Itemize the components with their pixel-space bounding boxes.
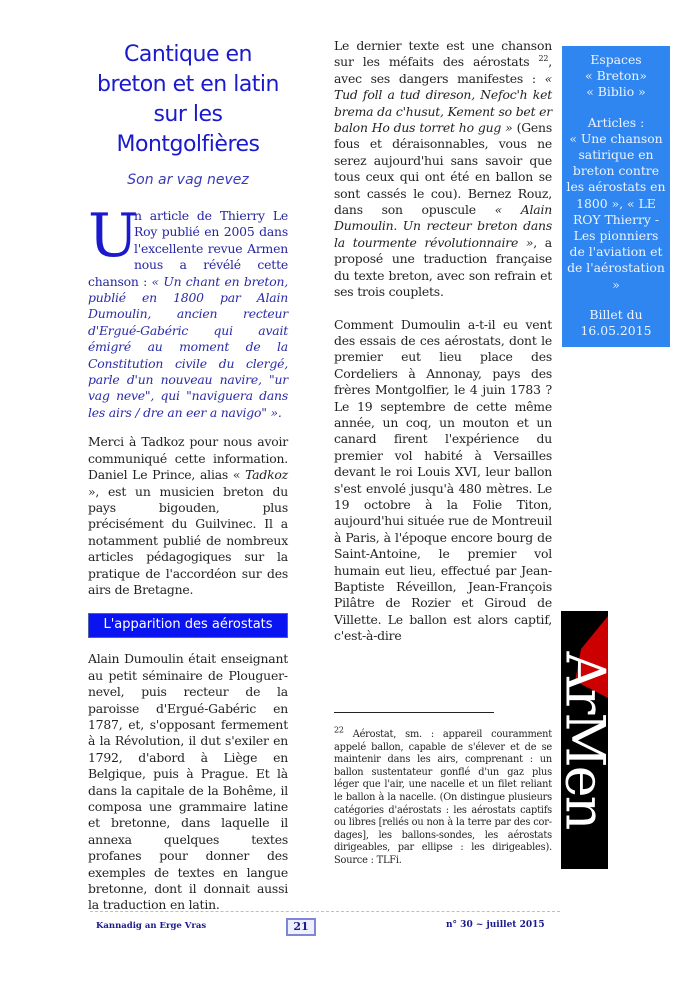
sidebar-espaces-breton[interactable]: « Breton» <box>585 68 647 84</box>
chanson-text-4: , a proposé une traduction française du texte breton, avec son refrain et ses trois couplets. <box>334 234 552 300</box>
intro-lead: n article de Thierry Le Roy publié en 2005 dans l'excellente revue Armen nous a révélé cette chanson : <box>88 208 288 289</box>
article-title: Cantique en breton et en latin sur les Montgolfières <box>97 42 279 157</box>
drop-cap: U <box>88 201 139 271</box>
sidebar-billet-label: Billet du <box>589 306 643 322</box>
chanson-text-3: (Gens fous et déraisonnables, vous ne serez aujourd'hui sans savoir que tous ceux qui ont été en ballon se sont cassés le cou). Bernez Rouz, dans son opuscule <box>334 120 552 218</box>
footnote-number: 22 <box>334 725 344 735</box>
footnote-text: Aérostat, sm. : appareil couramment appelé ballon, capable de s'élever et de se maintenir dans les airs, comprenant : un ballon sustentateur gonflé d'un gaz plus léger que l'air, une nacelle et un filet reliant le ballon à la nacelle. (On distingue plusieurs catégories d'aérostats : les aérostats captifs ou libres [reliés ou non à la terre par des cordages], les ballons-sondes, les aérostats dirigeables, par ellipse : les dirigeables). Source : TLFi. <box>334 729 552 866</box>
footer-publication: Kannadig an Erge Vras <box>96 921 207 931</box>
footer-issue: n° 30 ~ juillet 2015 <box>446 920 545 930</box>
work-title: « Alain Dumoulin. Un recteur breton dans la tourmente révolutionnaire » <box>334 202 552 250</box>
chanson-text-2: , avec ses dangers manifestes : <box>334 54 552 86</box>
footnote-ref[interactable]: 22 <box>538 54 549 64</box>
middle-column <box>334 38 552 645</box>
thanks-text-1: Merci à Tadkoz pour nous avoir communiqué cette information. Daniel Le Prince, alias « <box>88 434 288 483</box>
sidebar-billet-date: 16.05.2015 <box>580 323 652 339</box>
logo-text: ArMen <box>553 651 616 829</box>
left-column <box>88 38 288 914</box>
sidebar-articles-text[interactable]: « Une chanson satirique en breton contre les aérostats en 1800 », « LE ROY Thierry - Les pionniers de l'aviation et de l'aérostation » <box>566 130 666 292</box>
dumoulin-paragraph: Alain Dumoulin était enseignant au petit séminaire de Plouguernevel, puis recteur de la paroisse d'Ergué-Gabéric en 1787, et, s'opposant fermement à la Révolution, il dut s'exiler en 1792, d'abord à Liège en Belgique, puis à Prague. Et là dans la capitale de la Bohême, il composa une grammaire latine et bretonne, dans laquelle il annexa quelques textes profanes pour donner des exemples de textes en langue bretonne, dont il donnait aussi la traduction en latin. <box>88 651 288 913</box>
armen-logo <box>553 611 616 869</box>
section-heading: L'apparition des aérostats <box>88 613 288 638</box>
sidebar-articles-label: Articles : <box>587 114 645 130</box>
footnote <box>334 725 552 868</box>
intro-paragraph <box>88 201 288 421</box>
article-subtitle: Son ar vag nevez <box>127 172 249 188</box>
thanks-text-2: », est un musicien breton du pays bigouden, plus précisément du Guilvinec. Il a notamment publié de nombreux articles pédagogiques sur la pratique de l'accordéon sur des airs de Bretagne. <box>88 483 288 597</box>
breton-quote: « Tud foll a tud direson, Nefoc'h ket brema da c'husut, Kement so bet er balon Ho dus torret ho gug » <box>334 70 552 136</box>
footnote-block <box>334 712 552 868</box>
sidebar-espaces-biblio[interactable]: « Biblio » <box>586 84 646 100</box>
sidebar-espaces-1: Espaces <box>590 52 642 67</box>
sidebar-box <box>562 46 670 347</box>
chanson-text-1: Le dernier texte est une chanson sur les méfaits des aérostats <box>334 38 552 70</box>
page-number: 21 <box>286 918 316 936</box>
comment-paragraph: Comment Dumoulin a-t-il eu vent des essais de ces aérostats, dont le premier eut lieu place des Cordeliers à Annonay, pays des frères Montgolfier, le 4 juin 1783 ? Le 19 septembre de cette même année, un coq, un mouton et un canard firent l'expérience du premier vol habité à Versailles devant le roi Louis XVI, leur ballon s'est envolé jusqu'à 480 mètres. Le 19 octobre à la Folie Titon, aujourd'hui située rue de Montreuil à Paris, à l'époque encore bourg de Saint-Antoine, le premier vol humain eut lieu, effectué par Jean-Baptiste Réveillon, Jean-François Pilâtre de Rozier et Giroud de Villette. Le ballon est alors captif, c'est-à-dire <box>334 316 552 644</box>
thanks-paragraph <box>88 434 288 598</box>
intro-quote: « Un chant en breton, publié en 1800 par Alain Dumoulin, ancien recteur d'Ergué-Gabéric qui avait émigré au moment de la Constitution civile du clergé, parle d'un nouveau navire, "ur vag neve", qui "naviguera dans les airs / dre an eer a navigo" ». <box>88 273 288 420</box>
chanson-paragraph <box>334 38 552 301</box>
footer-divider <box>90 911 560 912</box>
footnote-divider <box>334 712 494 713</box>
thanks-alias: Tadkoz <box>245 467 288 483</box>
